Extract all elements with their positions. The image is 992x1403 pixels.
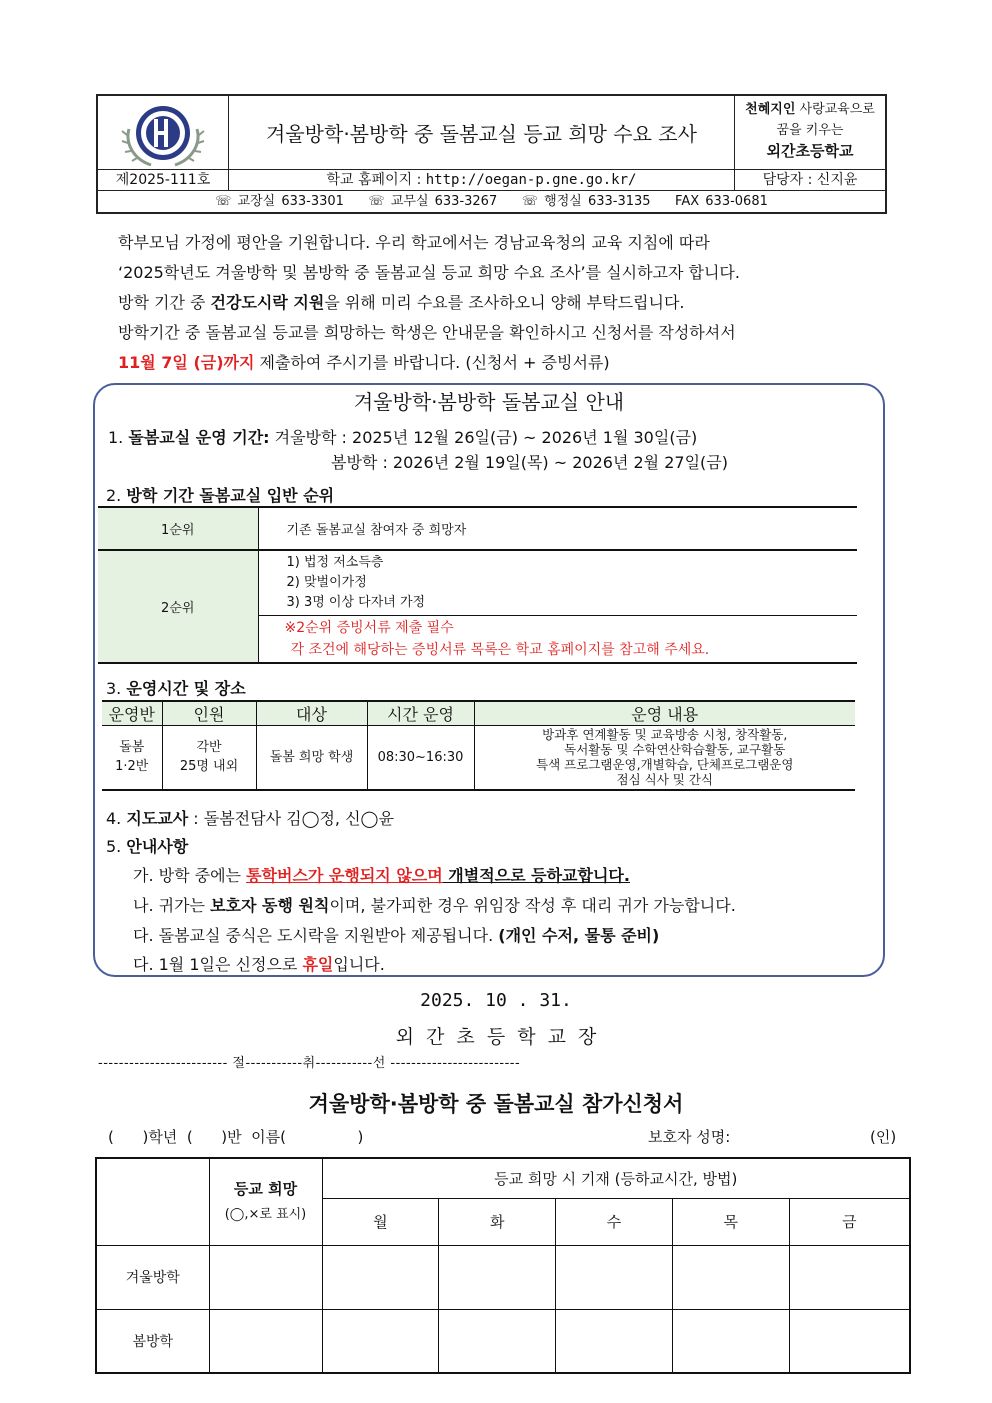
principal: 외 간 초 등 학 교 장 <box>395 1026 597 1048</box>
col-content: 운영 내용 <box>474 701 855 726</box>
day-wed: 수 <box>556 1198 673 1245</box>
application-table <box>95 1157 911 1374</box>
content-line: 특색 프로그램운영,개별학습, 단체프로그램운영 <box>536 757 794 773</box>
cell-class <box>102 726 162 790</box>
row-winter-label: 겨울방학 <box>96 1245 209 1309</box>
motto-line2: 꿈을 키우는 <box>776 123 844 138</box>
hope-label: 등교 희망 <box>233 1179 298 1198</box>
guide-title: 겨울방학·봄방학 돌봄교실 안내 <box>353 390 625 414</box>
notice-ga-c: 개별적으로 등하교합니다. <box>442 866 630 885</box>
section-5 <box>106 834 188 857</box>
rank2-detail <box>258 550 857 663</box>
section-3 <box>106 676 246 699</box>
cell-target: 돌봄 희망 학생 <box>256 726 367 790</box>
content-line: 독서활동 및 수학연산학습활동, 교구활동 <box>564 742 786 758</box>
winter-tue-cell[interactable] <box>439 1245 556 1309</box>
rank2-item: 2) 맞벌이가정 <box>286 575 367 590</box>
rank-table <box>98 506 857 664</box>
s5-num: 5. <box>106 837 127 856</box>
homepage-label: 학교 홈페이지 : <box>326 172 426 188</box>
count-line1: 각반 <box>196 740 222 756</box>
rank2-item: 1) 법정 저소득층 <box>286 555 384 570</box>
section-2 <box>106 483 334 506</box>
intro-line3 <box>118 288 888 318</box>
motto-bold: 천혜지인 <box>745 102 796 117</box>
class-line1: 돌봄 <box>119 740 145 756</box>
s2-num: 2. <box>106 486 127 505</box>
notice-ga-a: 가. 방학 중에는 <box>133 866 247 885</box>
phone-numbers: ☏ 교장실 633-3301 ☏ 교무실 633-3267 ☏ 행정실 633-3135 FAX 633-0681 <box>215 194 768 209</box>
hope-sub: (◯,×로 표시) <box>224 1206 307 1222</box>
winter-fri-cell[interactable] <box>789 1245 910 1309</box>
document-title: 겨울방학·봄방학 중 돌봄교실 등교 희망 수요 조사 <box>229 96 735 170</box>
col-class: 운영반 <box>102 701 162 726</box>
day-mon: 월 <box>322 1198 439 1245</box>
rank2-label: 2순위 <box>98 550 258 663</box>
cell-time: 08:30~16:30 <box>367 726 474 790</box>
winter-wed-cell[interactable] <box>556 1245 673 1309</box>
notice-da2 <box>133 952 385 975</box>
col-target: 대상 <box>256 701 367 726</box>
issue-date: 2025. 10 . 31. <box>420 990 572 1011</box>
intro-text <box>118 228 888 378</box>
cut-line: ------------------------- 절-----------취-----------선 ------------------------- <box>98 1056 521 1071</box>
s2-label: 방학 기간 돌봄교실 입반 순위 <box>126 486 335 505</box>
col-count: 인원 <box>162 701 256 726</box>
content-line: 점심 식사 및 간식 <box>616 772 713 788</box>
spring-thu-cell[interactable] <box>672 1309 789 1373</box>
school-motto <box>735 96 885 170</box>
col-time: 시간 운영 <box>367 701 474 726</box>
notice-da1-a: 다. 돌봄교실 중식은 도시락을 지원받아 제공됩니다. <box>133 926 499 945</box>
s4-num: 4. <box>106 809 127 828</box>
notice-na-bold: 보호자 동행 원칙 <box>210 896 330 915</box>
section-4 <box>106 806 394 829</box>
rank2-note2: 각 조건에 해당하는 증빙서류 목록은 학교 홈페이지를 참고해 주세요. <box>290 642 710 658</box>
spring-wed-cell[interactable] <box>556 1309 673 1373</box>
notice-na-c: 이며, 불가피한 경우 위임장 작성 후 대리 귀가 가능합니다. <box>329 896 736 915</box>
notice-na-a: 나. 귀가는 <box>133 896 211 915</box>
notice-ga-bus: 통학버스가 운행되지 않으며 <box>246 866 443 885</box>
motto-rest: 사랑교육으로 <box>795 102 875 117</box>
rank2-notes <box>259 616 858 662</box>
s1-num: 1. <box>108 428 129 447</box>
notice-na <box>133 893 736 916</box>
notice-da1 <box>133 923 659 946</box>
intro-line4: 방학기간 중 돌봄교실 등교를 희망하는 학생은 안내문을 확인하시고 신청서를 작성하셔서 <box>118 323 736 342</box>
s1-spring: 봄방학 : 2026년 2월 19일(목) ~ 2026년 2월 27일(금) <box>331 453 728 472</box>
content-line: 방과후 연계활동 및 교육방송 시청, 창작활동, <box>542 727 788 743</box>
s1-label: 돌봄교실 운영 기간: <box>128 428 270 447</box>
s1-winter: 겨울방학 : 2025년 12월 26일(금) ~ 2026년 1월 30일(금) <box>269 428 698 447</box>
s3-num: 3. <box>106 679 127 698</box>
header-info-row <box>98 170 885 191</box>
school-logo-cell <box>98 96 229 170</box>
spring-tue-cell[interactable] <box>439 1309 556 1373</box>
school-logo-icon <box>98 96 229 170</box>
seal-mark: (인) <box>870 1128 897 1146</box>
rank1-label: 1순위 <box>98 507 258 550</box>
winter-hope-cell[interactable] <box>209 1245 322 1309</box>
schedule-header-row <box>102 701 855 726</box>
row-spring-label: 봄방학 <box>96 1309 209 1373</box>
deadline: 11월 7일 (금)까지 <box>118 353 255 372</box>
rank1-desc: 기존 돌봄교실 참여자 중 희망자 <box>258 507 857 550</box>
winter-thu-cell[interactable] <box>672 1245 789 1309</box>
schedule-row <box>102 726 855 790</box>
intro-line3-c: 을 위해 미리 수요를 조사하오니 양해 부탁드립니다. <box>324 293 685 312</box>
intro-line5-rest: 제출하여 주시기를 바랍니다. (신청서 + 증빙서류) <box>254 353 610 372</box>
app-header-row1 <box>96 1158 910 1198</box>
homepage-link[interactable]: http://oegan-p.gne.go.kr/ <box>425 172 637 188</box>
rank2-items <box>259 551 858 616</box>
rank2-item: 3) 3명 이상 다자녀 가정 <box>286 595 426 610</box>
hope-header <box>209 1158 322 1245</box>
row-spring <box>96 1309 910 1373</box>
day-tue: 화 <box>439 1198 556 1245</box>
row-winter <box>96 1245 910 1309</box>
intro-line1: 학부모님 가정에 평안을 기원합니다. 우리 학교에서는 경남교육청의 교육 지침에 따라 <box>118 233 710 252</box>
spring-mon-cell[interactable] <box>322 1309 439 1373</box>
s4-label: 지도교사 <box>126 809 189 828</box>
s3-label: 운영시간 및 장소 <box>126 679 246 698</box>
s4-value: : 돌봄전담사 김◯정, 신◯윤 <box>188 809 394 828</box>
header-table <box>96 94 887 214</box>
intro-line2: ‘2025학년도 겨울방학 및 봄방학 중 돌봄교실 등교 희망 수요 조사’를 실시하고자 합니다. <box>118 263 740 282</box>
detail-header: 등교 희망 시 기재 (등하교시간, 방법) <box>322 1158 910 1198</box>
doc-number: 제2025-111호 <box>98 170 229 190</box>
rank1-row <box>98 507 857 550</box>
intro-line3-a: 방학 기간 중 <box>118 293 211 312</box>
guardian-label: 보호자 성명: <box>648 1128 731 1146</box>
spring-fri-cell[interactable] <box>789 1309 910 1373</box>
homepage <box>229 170 735 190</box>
day-fri: 금 <box>789 1198 910 1245</box>
corner-cell <box>96 1158 209 1245</box>
section-1 <box>108 425 697 448</box>
manager: 담당자 : 신지윤 <box>762 172 858 188</box>
notice-da1-bold: (개인 수저, 물통 준비) <box>498 926 660 945</box>
form-title: 겨울방학·봄방학 중 돌봄교실 참가신청서 <box>308 1092 684 1116</box>
spring-hope-cell[interactable] <box>209 1309 322 1373</box>
rank2-note1: ※2순위 증빙서류 제출 필수 <box>284 620 454 636</box>
schedule-table <box>102 700 855 791</box>
intro-line3-bold: 건강도시락 지원 <box>210 293 325 312</box>
notice-da2-a: 다. 1월 1일은 신정으로 <box>133 955 303 974</box>
count-line2: 25명 내외 <box>179 759 239 775</box>
intro-line5 <box>118 348 888 378</box>
class-line2: 1·2반 <box>115 759 149 775</box>
notice-da2-holiday: 휴일 <box>302 955 334 974</box>
cell-content <box>474 726 855 790</box>
winter-mon-cell[interactable] <box>322 1245 439 1309</box>
notice-da2-c: 입니다. <box>333 955 385 974</box>
student-info-line: ( )학년 ( )반 이름( ) <box>108 1128 364 1146</box>
school-name: 외간초등학교 <box>766 142 854 160</box>
notice-ga <box>133 863 630 886</box>
s5-label: 안내사항 <box>126 837 189 856</box>
day-thu: 목 <box>672 1198 789 1245</box>
cell-count <box>162 726 256 790</box>
rank2-row <box>98 550 857 663</box>
